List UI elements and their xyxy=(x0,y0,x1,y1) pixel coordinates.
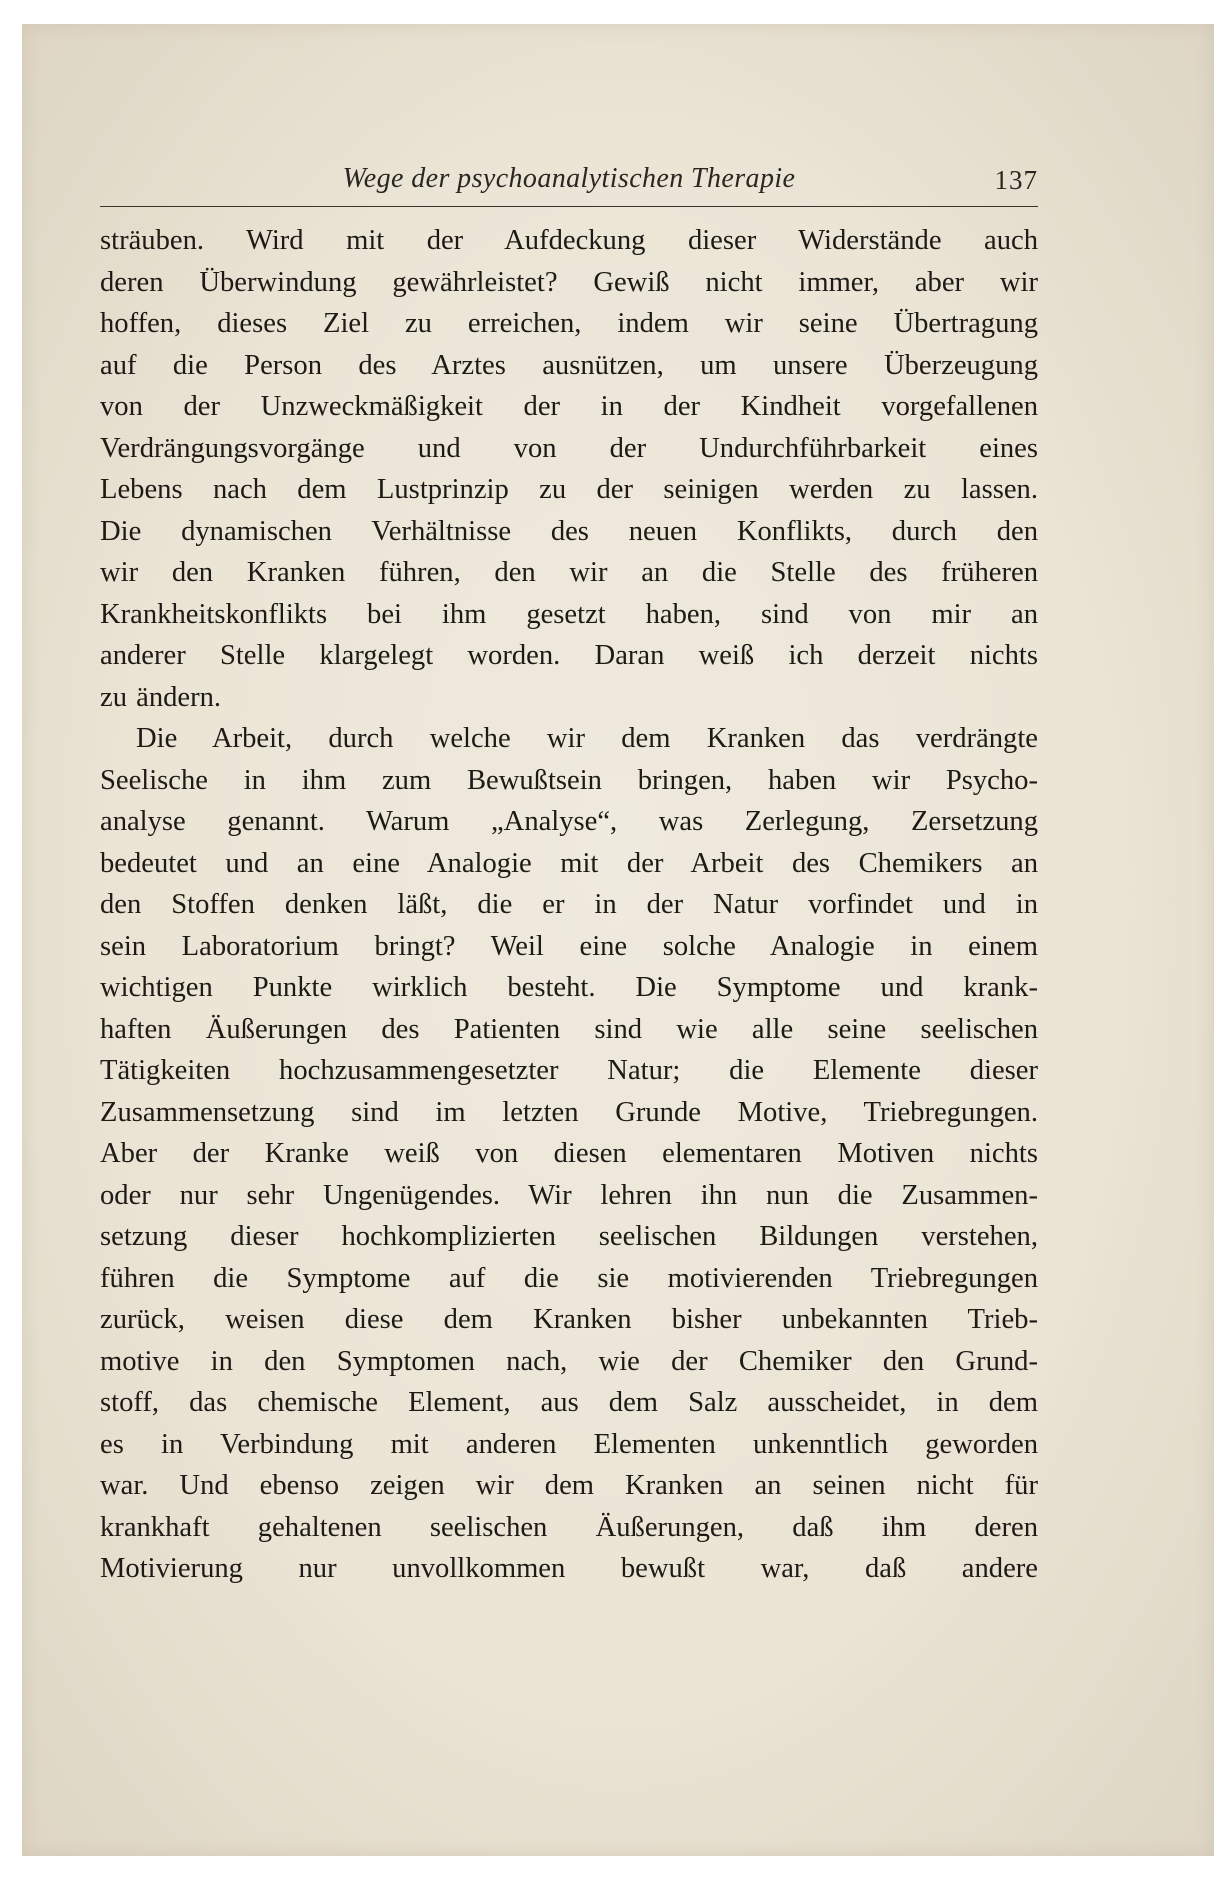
text-line: anderer Stelle klargelegt worden. Daran weiß ich derzeit nichts xyxy=(100,640,1038,671)
text-line: von der Unzweckmäßigkeit der in der Kindheit vorgefallenen xyxy=(100,391,1038,422)
text-line: den Stoffen denken läßt, die er in der Natur vorfindet und in xyxy=(100,889,1038,920)
text-line: Aber der Kranke weiß von diesen elementaren Motiven nichts xyxy=(100,1138,1038,1169)
text-line: wir den Kranken führen, den wir an die Stelle des früheren xyxy=(100,557,1038,588)
text-line: Krankheitskonflikts bei ihm gesetzt haben, sind von mir an xyxy=(100,598,1038,630)
text-line: Die dynamischen Verhältnisse des neuen Konflikts, durch den xyxy=(100,515,1038,547)
text-line: krankhaft gehaltenen seelischen Äußerungen, daß ihm deren xyxy=(100,1511,1038,1543)
text-line: Tätigkeiten hochzusammengesetzter Natur; die Elemente dieser xyxy=(100,1055,1038,1086)
running-header xyxy=(100,145,1038,197)
text-line: Verdrängungsvorgänge und von der Undurchführbarkeit eines xyxy=(100,432,1038,464)
text-line: analyse genannt. Warum „Analyse“, was Zerlegung, Zersetzung xyxy=(100,806,1038,837)
page-number: 137 xyxy=(994,165,1038,195)
text-line: Die Arbeit, durch welche wir dem Kranken das verdrängte xyxy=(136,723,1038,754)
text-line: Lebens nach dem Lustprinzip zu der seinigen werden zu lassen. xyxy=(100,474,1038,505)
text-line: setzung dieser hochkomplizierten seelischen Bildungen verstehen, xyxy=(100,1221,1038,1252)
text-line: sträuben. Wird mit der Aufdeckung dieser Widerstände auch xyxy=(100,225,1038,256)
text-line: Seelische in ihm zum Bewußtsein bringen, haben wir Psycho- xyxy=(100,764,1038,796)
text-line: war. Und ebenso zeigen wir dem Kranken an seinen nicht für xyxy=(100,1470,1038,1501)
text-line: zu ändern. xyxy=(100,681,222,713)
text-line: stoff, das chemische Element, aus dem Salz ausscheidet, in dem xyxy=(100,1387,1038,1418)
text-line: hoffen, dieses Ziel zu erreichen, indem wir seine Übertragung xyxy=(100,308,1038,339)
text-line: führen die Symptome auf die sie motivierenden Triebregungen xyxy=(100,1262,1038,1294)
text-line: Zusammensetzung sind im letzten Grunde Motive, Triebregungen. xyxy=(100,1096,1038,1128)
text-line: deren Überwindung gewährleistet? Gewiß nicht immer, aber wir xyxy=(100,266,1038,298)
text-line: bedeutet und an eine Analogie mit der Arbeit des Chemikers an xyxy=(100,847,1038,879)
text-line: motive in den Symptomen nach, wie der Chemiker den Grund- xyxy=(100,1345,1038,1377)
text-line: sein Laboratorium bringt? Weil eine solche Analogie in einem xyxy=(100,930,1038,962)
text-line: zurück, weisen diese dem Kranken bisher unbekannten Trieb- xyxy=(100,1304,1038,1335)
header-rule xyxy=(100,206,1038,207)
text-line: es in Verbindung mit anderen Elementen unkenntlich geworden xyxy=(100,1428,1038,1460)
text-line: auf die Person des Arztes ausnützen, um unsere Überzeugung xyxy=(100,349,1038,381)
text-line: Motivierung nur unvollkommen bewußt war, daß andere xyxy=(100,1553,1038,1584)
text-line: haften Äußerungen des Patienten sind wie alle seine seelischen xyxy=(100,1013,1038,1045)
text-line: wichtigen Punkte wirklich besteht. Die Symptome und krank- xyxy=(100,972,1038,1003)
body-text xyxy=(100,220,1038,1590)
text-line: oder nur sehr Ungenügendes. Wir lehren ihn nun die Zusammen- xyxy=(100,1179,1038,1211)
running-title: Wege der psychoanalytischen Therapie xyxy=(342,163,796,194)
